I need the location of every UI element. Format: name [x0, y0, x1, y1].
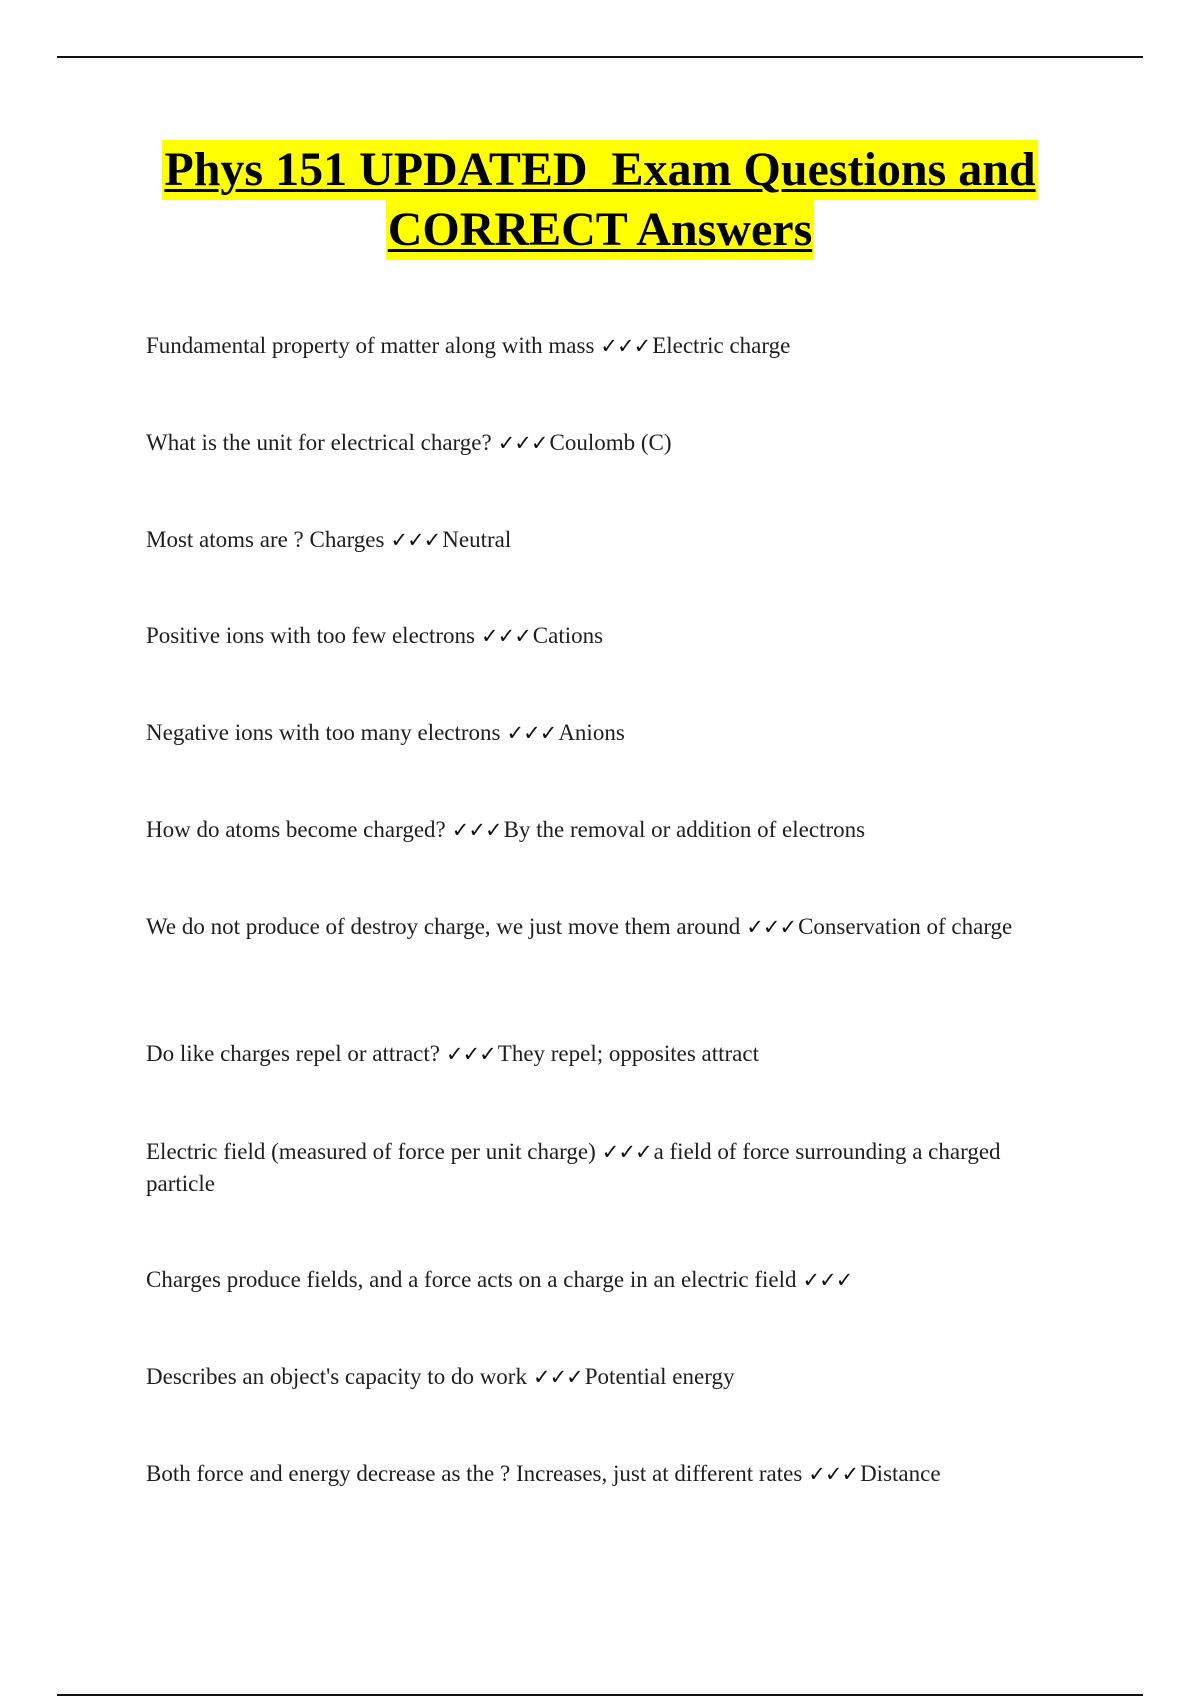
- question-text: Positive ions with too few electrons: [146, 623, 475, 648]
- qa-item: [146, 1264, 1066, 1296]
- check-marks-icon: ✓✓✓: [390, 528, 441, 552]
- bottom-rule: [57, 1694, 1143, 1696]
- answer-text: Coulomb (C): [549, 430, 672, 455]
- question-text: Do like charges repel or attract?: [146, 1041, 440, 1066]
- question-text: Negative ions with too many electrons: [146, 720, 501, 745]
- check-marks-icon: ✓✓✓: [802, 1268, 853, 1292]
- check-marks-icon: ✓✓✓: [808, 1462, 859, 1486]
- check-marks-icon: ✓✓✓: [601, 1140, 652, 1164]
- check-marks-icon: ✓✓✓: [451, 818, 502, 842]
- answer-text: Cations: [532, 623, 604, 648]
- question-text: Describes an object's capacity to do work: [146, 1364, 527, 1389]
- answer-text: Potential energy: [584, 1364, 735, 1389]
- check-marks-icon: ✓✓✓: [481, 624, 531, 648]
- question-text: How do atoms become charged?: [146, 817, 446, 842]
- check-marks-icon: ✓✓✓: [506, 721, 557, 745]
- title-line-2: CORRECT Answers: [386, 200, 815, 260]
- qa-item: [146, 620, 1066, 652]
- qa-item: [146, 911, 1066, 943]
- answer-text: Neutral: [442, 527, 512, 552]
- check-marks-icon: ✓✓✓: [600, 334, 651, 358]
- question-text: Both force and energy decrease as the ? Increases, just at different rates: [146, 1461, 803, 1486]
- qa-item: [146, 330, 1066, 362]
- answer-text: By the removal or addition of electrons: [503, 817, 866, 842]
- qa-item: [146, 1458, 1066, 1490]
- qa-item: [146, 427, 1066, 459]
- check-marks-icon: ✓✓✓: [445, 1042, 496, 1066]
- qa-item: [146, 814, 1066, 846]
- qa-item: [146, 717, 1066, 749]
- answer-text: They repel; opposites attract: [497, 1041, 759, 1066]
- question-text: Most atoms are ? Charges: [146, 527, 385, 552]
- question-text: Fundamental property of matter along with mass: [146, 333, 595, 358]
- check-marks-icon: ✓✓✓: [746, 915, 797, 939]
- document-title: [0, 140, 1200, 260]
- question-text: Electric field (measured of force per unit charge): [146, 1139, 596, 1164]
- answer-text: Distance: [860, 1461, 941, 1486]
- question-text: We do not produce of destroy charge, we just move them around: [146, 914, 741, 939]
- answer-text: a field of force surrounding a charged particle: [146, 1139, 1001, 1196]
- qa-item: [146, 1136, 1066, 1200]
- answer-text: Anions: [558, 720, 625, 745]
- qa-item: [146, 524, 1066, 556]
- check-marks-icon: ✓✓✓: [532, 1365, 583, 1389]
- check-marks-icon: ✓✓✓: [497, 431, 548, 455]
- qa-item: [146, 1361, 1066, 1393]
- top-rule: [57, 56, 1143, 58]
- qa-item: [146, 1038, 1066, 1070]
- answer-text: Conservation of charge: [798, 914, 1013, 939]
- title-line-1: Phys 151 UPDATED Exam Questions and: [162, 140, 1037, 200]
- question-text: Charges produce fields, and a force acts on a charge in an electric field: [146, 1267, 797, 1292]
- answer-text: Electric charge: [652, 333, 791, 358]
- question-text: What is the unit for electrical charge?: [146, 430, 492, 455]
